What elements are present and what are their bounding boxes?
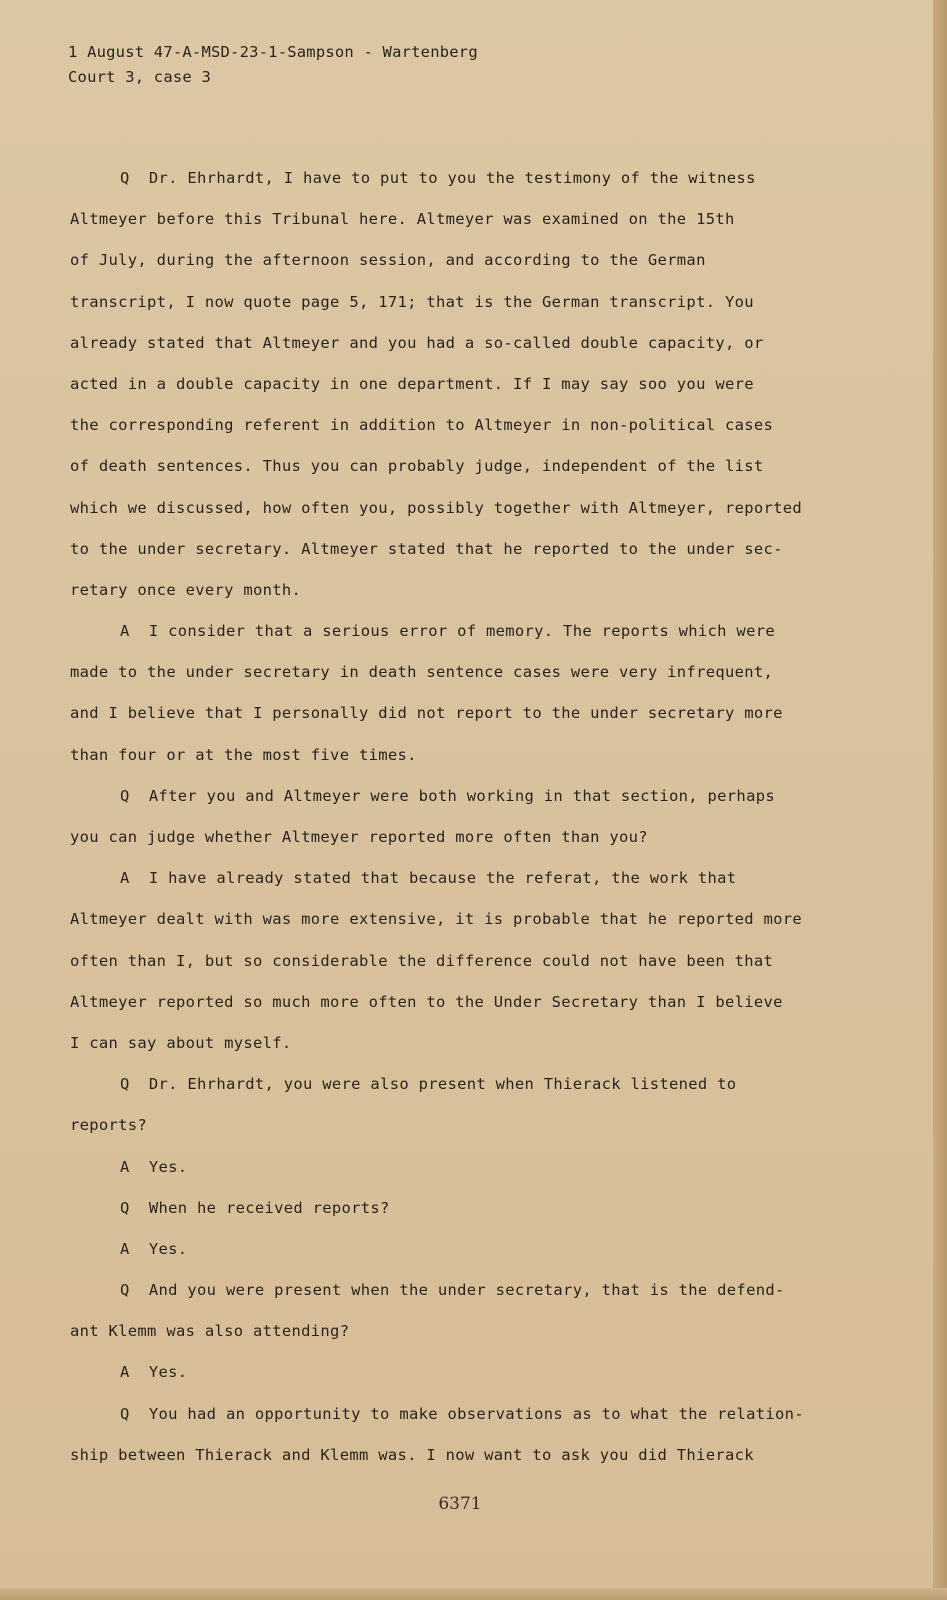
transcript-line: and I believe that I personally did not report to the under secretary more bbox=[70, 704, 783, 723]
transcript-line: transcript, I now quote page 5, 171; that is the German transcript. You bbox=[70, 292, 754, 311]
page-bottom-edge bbox=[0, 1588, 947, 1600]
transcript-line: Q When he received reports? bbox=[120, 1198, 390, 1217]
transcript-line: to the under secretary. Altmeyer stated that he reported to the under sec- bbox=[70, 539, 783, 558]
transcript-line: than four or at the most five times. bbox=[70, 745, 417, 764]
page-number: 6371 bbox=[438, 1494, 482, 1514]
transcript-line: Q And you were present when the under secretary, that is the defend- bbox=[120, 1281, 785, 1300]
transcript-line: A Yes. bbox=[120, 1363, 188, 1382]
transcript-line: Q Dr. Ehrhardt, you were also present when Thierack listened to bbox=[120, 1075, 737, 1094]
transcript-line: Altmeyer dealt with was more extensive, it is probable that he reported more bbox=[70, 910, 803, 929]
transcript-line: A Yes. bbox=[120, 1157, 188, 1176]
transcript-line: ship between Thierack and Klemm was. I now want to ask you did Thierack bbox=[70, 1445, 754, 1464]
transcript-line: you can judge whether Altmeyer reported more often than you? bbox=[70, 828, 648, 846]
transcript-line: I can say about myself. bbox=[70, 1033, 292, 1052]
transcript-line: of July, during the afternoon session, and according to the German bbox=[70, 251, 706, 270]
transcript-line: of death sentences. Thus you can probably judge, independent of the list bbox=[70, 457, 764, 476]
transcript-line: already stated that Altmeyer and you had a so-called double capacity, or bbox=[70, 333, 764, 352]
transcript-line: A I consider that a serious error of memory. The reports which were bbox=[120, 622, 775, 641]
transcript-line: acted in a double capacity in one department. If I may say soo you were bbox=[70, 374, 754, 393]
transcript-line: A I have already stated that because the referat, the work that bbox=[120, 869, 737, 888]
transcript-body bbox=[70, 158, 860, 1476]
transcript-line: ant Klemm was also attending? bbox=[70, 1322, 350, 1341]
page-edge-shadow bbox=[933, 0, 947, 1600]
transcript-line: Q You had an opportunity to make observations as to what the relation- bbox=[120, 1404, 804, 1423]
header-line-1: 1 August 47-A-MSD-23-1-Sampson - Wartenberg bbox=[68, 43, 478, 61]
transcript-line: retary once every month. bbox=[70, 580, 302, 599]
transcript-line: the corresponding referent in addition to Altmeyer in non-political cases bbox=[70, 416, 774, 435]
transcript-line: A Yes. bbox=[120, 1239, 188, 1258]
transcript-line: Altmeyer before this Tribunal here. Altmeyer was examined on the 15th bbox=[70, 210, 735, 229]
transcript-line: Altmeyer reported so much more often to the Under Secretary than I believe bbox=[70, 992, 783, 1011]
document-header bbox=[68, 40, 478, 90]
transcript-line: Q Dr. Ehrhardt, I have to put to you the testimony of the witness bbox=[120, 169, 756, 187]
transcript-line: reports? bbox=[70, 1116, 148, 1135]
transcript-line: Q After you and Altmeyer were both working in that section, perhaps bbox=[120, 786, 775, 805]
transcript-line: often than I, but so considerable the difference could not have been that bbox=[70, 951, 774, 970]
header-line-2: Court 3, case 3 bbox=[68, 68, 211, 86]
transcript-line: made to the under secretary in death sentence cases were very infrequent, bbox=[70, 663, 774, 682]
transcript-line: which we discussed, how often you, possibly together with Altmeyer, reported bbox=[70, 498, 803, 517]
